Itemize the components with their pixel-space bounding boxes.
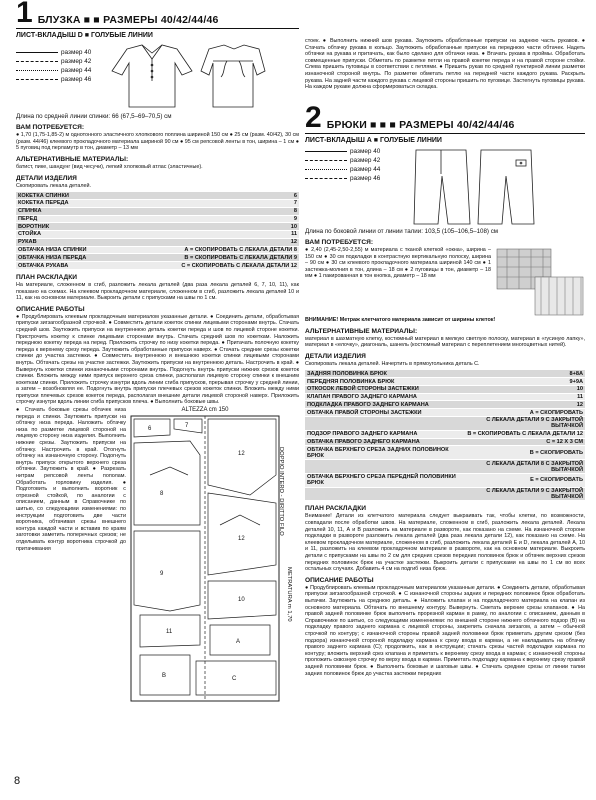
- piece-number: C: [232, 676, 237, 683]
- blouse-work-continued: стоек. ● Выполнить нижний шов рукава. Заутюжить обработанные припуски на заднюю часть рукавов. ● Стачать обтачку рукава в кольцо. Заутюжить обработанные припуски на переднюю части обтачек. Надеть обтачки на рукава и притачать, как было сделано для обтачки низа. ● Втачать рукава в проймы. Обработать совмещенные припуски. Обметать по разметке петли на правой кокетке переда и на правой стороне стойки. Слева пришить пуговицы в соответствии с петлями. ● Пришить рукав по средней пунктирной линии разметки изнаночной стороной внутрь. По разметке обметать петлю на передней части каждого рукава. Раскрыть рукава. На задней части каждого рукава с лицевой стороны пришить по пуговице. Застегнуть пуговицы рукава. На каждом рукаве должна сформироваться складка.: [305, 38, 585, 91]
- piece-name: [305, 417, 461, 431]
- piece-number: 11: [166, 629, 173, 636]
- piece-row: [16, 223, 299, 231]
- blouse-header: [16, 0, 299, 29]
- size-legend-row: [305, 166, 380, 173]
- blouse-section: [16, 0, 299, 702]
- trousers-column: [305, 0, 585, 677]
- size-legend-row: [305, 157, 380, 164]
- size-line-dash-dot: [16, 79, 58, 80]
- size-label: размер 46: [350, 174, 381, 182]
- piece-code: В = СКОПИРОВАТЬ: [461, 446, 585, 460]
- trousers-work-text: ● Продублировать клеевым прокладочным материалом указанные детали. ● Соединить детали, обработывая припуски зигзагообразной строчкой. ● С изнаночной стороны задних и передних половинок брюк обработать вытачки. Заутюжить на среднюю деталь. ● Наложить клапан и на подкладочного материала на клапан из основного материала. Обтачать по внешнему контуру. Вывернуть. Сметать верхние срезы клапанов. ● На правой задней половинке брюк выполнить прорезной карман в рамку, по аналогии с описанием, данным в Справочнике по шитью, со следующими изменениями: по внешней стороне нижнего обтачного подзор (В) на подкладку правого заднего кармана с лицевой стороны, закрепить сначала зигзагом, а затем – обычной строчкой по контуру; с изнаночной стороны правой задней половинки брюк приметать другим срезом (без подзора) изнаночной стороной подкладку кармана к срезу входа в карман, а не накладывать на обтачку правого заднего кармана (С); продолжить, как в инструкции; стачать срезы частей подкладки кармана по контуру; вложить верхний срез клапана и приметать к верхнему срезу входа в карман; с изнаночной стороны проложить сквозную строчку по верху входа в карман. Приметать подкладку кармана к верхнему срезу правой задней половинки брюк. ● Выполнить боковые и шаговые швы. ● Стачать средние срезы от линии талии задних половинок брюк до участка застежки передних: [305, 584, 585, 677]
- size-label: размер 42: [61, 58, 92, 65]
- size-line-dotted: [16, 70, 58, 71]
- piece-row: [16, 254, 299, 262]
- piece-row: [16, 262, 299, 270]
- piece-number: 8: [160, 491, 164, 498]
- piece-code: С ЛЕКАЛА ДЕТАЛИ 8 С ЗАКРЫТОЙ ВЫТАЧКОЙ: [461, 460, 585, 474]
- blouse-alt-text: батист, пике, шандунг (вид чесучи), легкий хлопковый атлас (эластичные).: [16, 163, 203, 170]
- piece-code: 10: [123, 223, 299, 231]
- fold-label: DOPPIO INTERO - DIRITTO FILO: [278, 447, 284, 536]
- piece-row: [305, 446, 585, 460]
- size-line-dash-dot: [305, 178, 347, 179]
- piece-name: ОБТАЧКА ПРАВОГО ЗАДНЕГО КАРМАНА: [305, 438, 461, 446]
- size-legend-row: [16, 49, 91, 56]
- piece-row: [16, 199, 299, 207]
- trousers-details-title: ДЕТАЛИ ИЗДЕЛИЯ: [305, 352, 366, 360]
- piece-row: [305, 370, 585, 377]
- trousers-number: 2: [305, 100, 322, 134]
- piece-name: КЛАПАН ПРАВОГО ЗАДНЕГО КАРМАНА: [305, 393, 461, 401]
- trousers-sizes-and-sketch: [305, 146, 585, 226]
- piece-code: 8: [123, 207, 299, 215]
- piece-number: 10: [238, 597, 245, 604]
- piece-code: С = 12 Х 3 СМ: [461, 438, 585, 446]
- piece-row: [305, 473, 585, 487]
- piece-number: A: [236, 639, 241, 646]
- piece-name: ПЕРЕДНЯЯ ПОЛОВИНКА БРЮК: [305, 378, 461, 386]
- piece-name: ОБТАЧКА ВЕРХНЕГО СРЕЗА ЗАДНИХ ПОЛОВИНОК БРЮК: [305, 446, 461, 460]
- trousers-sheet: ЛИСТ-ВКЛАДЫШ А ■ ГОЛУБЫЕ ЛИНИИ: [305, 136, 442, 144]
- piece-code: А = СКОПИРОВАТЬ С ЛЕКАЛА ДЕТАЛИ 8: [123, 246, 299, 254]
- cutting-layout-svg: [130, 415, 280, 702]
- size-label: размер 46: [61, 76, 92, 83]
- stripe-lining-swatch: [535, 277, 583, 315]
- size-line-dashed: [305, 160, 347, 161]
- piece-name: [305, 487, 461, 501]
- piece-row: [16, 238, 299, 246]
- piece-row: [305, 430, 585, 438]
- piece-name: ЗАДНЯЯ ПОЛОВИНКА БРЮК: [305, 370, 461, 377]
- piece-row: [305, 438, 585, 446]
- size-label: размер 40: [350, 147, 381, 155]
- trousers-header: [305, 100, 585, 134]
- piece-number: 12: [238, 451, 245, 458]
- piece-name: ОТКОСОК ЛЕВОЙ СТОРОНЫ ЗАСТЕЖКИ: [305, 385, 461, 393]
- size-legend-row: [305, 148, 380, 155]
- piece-number: 12: [238, 536, 245, 543]
- piece-code: 12: [123, 238, 299, 246]
- blouse-alt-title: АЛЬТЕРНАТИВНЫЕ МАТЕРИАЛЫ:: [16, 155, 129, 163]
- piece-row: [305, 401, 585, 409]
- blouse-work-and-diagram: [16, 407, 299, 702]
- piece-row: [305, 417, 585, 431]
- piece-row: [305, 393, 585, 401]
- blouse-details-text: Скопировать лекала деталей.: [16, 182, 91, 189]
- size-line-solid: [305, 151, 347, 152]
- piece-number: 6: [148, 426, 152, 433]
- trousers-technical-sketch: [386, 146, 536, 226]
- piece-row: [16, 207, 299, 215]
- blouse-number: 1: [16, 0, 33, 29]
- piece-row: [305, 460, 585, 474]
- piece-name: ОБТАЧКА НИЗА ПЕРЕДА: [16, 254, 123, 262]
- piece-row: [16, 192, 299, 199]
- piece-code: С = СКОПИРОВАТЬ С ЛЕКАЛА ДЕТАЛИ 12: [123, 262, 299, 270]
- size-line-dotted: [305, 169, 347, 170]
- piece-code: С ЛЕКАЛА ДЕТАЛИ 9 С ЗАКРЫТОЙ ВЫТАЧКОЙ: [461, 487, 585, 501]
- blouse-need-title: ВАМ ПОТРЕБУЕТСЯ:: [16, 124, 85, 132]
- size-line-dashed: [16, 61, 58, 62]
- piece-name: [305, 460, 461, 474]
- blouse-pieces-table: [16, 192, 299, 270]
- piece-row: [305, 487, 585, 501]
- trousers-need-text: ● 2,40 (2,45-2,50-2,55) м материала с тканой клеткой «окна», ширина – 150 см ● 30 см подкладки в контрастную вертикальную полоску, ширина – 90 см ● 30 см клеевого прокладочного материала шириной 140 см ● 1 застежка-молния в тон, длина – 18 см ● 2 пуговицы в тон, диаметр – 18 мм ● 1 пакированная в тон кнопка, диаметр – 18 мм: [305, 246, 491, 280]
- trousers-size-legend: [305, 148, 380, 182]
- blouse-sizes-and-sketch: [16, 41, 299, 111]
- blouse-work-text-1: ● Продублировать клеевым прокладочным материалом указанные детали. ● Соединить детали, обработывая припуски зигзагообразной строчкой. ● Совместить детали кокеток спинки лицевыми сторонами внутрь. Стачать средний шов. Заутюжить припуски на внутреннюю деталь кокетки переда и шов по лицевой стороне кокетки. Пристрочить кокетку к спинке лицевыми сторонами внутрь. Стачать средний шов по кокеткам. Наложить переднюю кокетку переда на перед. Приложить строчку по низу кокетки переда. ● Притачать полочную кокетку переда к верхнему срезу переда. Заутюжить обработанные припуски наверх. ● Стачать средние срезы кокетки спинки до участка застежки. ● Совместить внутреннюю и внешнюю кокетки спинки лицевыми сторонами внутрь. Обтачать срезы на участке застежки. Заутюжить припуски на внутреннюю деталь. Настрочить в край. ● Вывернуть кокетки спинки изнаночными сторонами внутрь. Подогнуть внутрь припуски нижних срезов кокеток спинки. Вложить между ними припуск верхнего среза спинки, располагая лицевую сторону спинки к внешним кокеткам спинки. Приложить строчку изнутри вдоль линии сгиба припусков, прерывая строчку у средней линии, а затем – возобновляя ее. Подогнуть внутрь припуски плечевых срезов кокеток спинки. Вложить между ними припуски плечевых срезов кокеток переда, располагая внешние детали лицевой стороной наверх. Приложить строчку изнутри вдоль линии сгиба припусков плеча. ● Выполнить боковые швы.: [16, 313, 299, 406]
- piece-name: СТОЙКА: [16, 231, 123, 239]
- piece-name: ОБТАЧКА ПРАВОЙ СТОРОНЫ ЗАСТЕЖКИ: [305, 409, 461, 417]
- piece-name: КОКЕТКА ПЕРЕДА: [16, 199, 123, 207]
- piece-code: Е = СКОПИРОВАТЬ: [461, 473, 585, 487]
- piece-code: А = СКОПИРОВАТЬ: [461, 409, 585, 417]
- trousers-attention: ВНИМАНИЕ! Метраж клетчатого материала зависит от ширины клеток!: [305, 316, 496, 323]
- piece-name: КОКЕТКА СПИНКИ: [16, 192, 123, 199]
- yardage-label: METRATURA m 1,70: [286, 567, 292, 622]
- blouse-length-note: Длина по средней линии спинки: 66 (67,5–69–70,5) см: [16, 113, 172, 120]
- page-number: 8: [14, 775, 21, 787]
- piece-row: [16, 215, 299, 223]
- piece-name: ОБТАЧКА РУКАВА: [16, 262, 123, 270]
- size-label: размер 40: [61, 49, 92, 56]
- size-label: размер 42: [350, 156, 381, 164]
- piece-row: [16, 231, 299, 239]
- blouse-size-legend: [16, 49, 91, 83]
- piece-code: 9: [123, 215, 299, 223]
- blouse-work-title: ОПИСАНИЕ РАБОТЫ: [16, 305, 85, 313]
- trousers-pieces-table: [305, 370, 585, 501]
- cutting-layout-diagram: [130, 407, 298, 702]
- size-legend-row: [16, 58, 91, 65]
- blouse-sheet: ЛИСТ-ВКЛАДЫШ D ■ ГОЛУБЫЕ ЛИНИИ: [16, 32, 153, 39]
- piece-number: 9: [160, 571, 164, 578]
- blouse-technical-sketch: [97, 41, 267, 111]
- fabric-swatches: [495, 247, 585, 317]
- size-line-solid: [16, 52, 58, 53]
- trousers-need-block: [305, 247, 585, 317]
- size-legend-row: [16, 76, 91, 83]
- piece-name: ПОДКЛАДКА ПРАВОГО ЗАДНЕГО КАРМАНА: [305, 401, 461, 409]
- trousers-work-title: ОПИСАНИЕ РАБОТЫ: [305, 576, 374, 584]
- piece-code: В = СКОПИРОВАТЬ С ЛЕКАЛА ДЕТАЛИ 12: [461, 430, 585, 438]
- blouse-need-text: ● 1,70 (1,75-1,85-2) м однотонного эластичного хлопкового поплина шириной 150 см ● 25 см (разм. 40/42), 30 см (разм. 44/46) клеевого прокладочного материала шириной 90 см ● 95 см репсовой ленты в тон, ширина – 1 см ● 5 пуговиц под перламутр в тон, диаметр – 13 мм: [16, 132, 299, 152]
- blouse-layout-title: ПЛАН РАСКЛАДКИ: [16, 273, 78, 281]
- trousers-length-note: Длина по боковой линии от линии талии: 103,5 (105–106,5–108) см: [305, 227, 499, 235]
- piece-code: 7: [123, 199, 299, 207]
- piece-code: 11: [123, 231, 299, 239]
- trousers-title: БРЮКИ ■ ■ ■ РАЗМЕРЫ 40/42/44/46: [326, 118, 515, 131]
- trousers-alt-text: материал в шахматную клетку, костюмный материал в мелкую светлую полоску, материал в «гусиную лапку», материал в «елочку», диагональ, шанель (костюмный материал с переплетением многоцветных нитей).: [305, 335, 585, 349]
- piece-code: 9+9А: [461, 378, 585, 386]
- size-legend-row: [16, 67, 91, 74]
- piece-number: 7: [185, 423, 189, 430]
- blouse-details-title: ДЕТАЛИ ИЗДЕЛИЯ: [16, 174, 77, 182]
- piece-name: ВОРОТНИК: [16, 223, 123, 231]
- piece-name: ПОДЗОР ПРАВОГО ЗАДНЕГО КАРМАНА: [305, 430, 461, 438]
- trousers-layout-text: Внимание! Детали из клетчатого материала следует выкраивать так, чтобы клетки, по возможности, совпадали после обработки швов. На материале, сложенном в сгиб, разложить лекала деталей. Лекала деталей 10, 11, А и В разложить на материале в развороте, как показано на схеме. На изнаночной стороне подкладки в развороте разложить лекала деталей (два раза лекала детали 12), как показано на схеме. На клеевом прокладочном материале, сложенном в сгиб, разложить лекала деталей Е и D, лекала деталей А, 10 и 11, разложить на клеевом прокладочном материале в развороте, как на основном материале. Выкроить детали с припусками на швы по 2 см для средних срезов передних половинок брюк и обтачек верхних срезов передних половинок брюк на участке застежки. Выкроить детали с припусками на швы по 1 см во всех остальных случаях. Добавить 4 см на подгиб низа брюк.: [305, 513, 585, 573]
- piece-row: [305, 385, 585, 393]
- piece-code: 6: [123, 192, 299, 199]
- size-label: размер 44: [350, 165, 381, 173]
- trousers-layout-title: ПЛАН РАСКЛАДКИ: [305, 505, 367, 513]
- piece-name: ОБТАЧКА НИЗА СПИНКИ: [16, 246, 123, 254]
- piece-row: [305, 409, 585, 417]
- piece-row: [16, 246, 299, 254]
- trousers-need-title: ВАМ ПОТРЕБУЕТСЯ:: [305, 238, 374, 246]
- piece-code: 11: [461, 393, 585, 401]
- trousers-alt-title: АЛЬТЕРНАТИВНЫЕ МАТЕРИАЛЫ:: [305, 327, 418, 335]
- piece-name: ОБТАЧКА ВЕРХНЕГО СРЕЗА ПЕРЕДНЕЙ ПОЛОВИНКИ БРЮК: [305, 473, 461, 487]
- piece-code: В = СКОПИРОВАТЬ С ЛЕКАЛА ДЕТАЛИ 9: [123, 254, 299, 262]
- piece-name: РУКАВ: [16, 238, 123, 246]
- piece-code: 8+8А: [461, 370, 585, 377]
- size-label: размер 44: [61, 67, 92, 74]
- fabric-width-label: ALTEZZA cm 150: [181, 407, 229, 414]
- trousers-details-text: Скопировать лекала деталей. Начертить в прямоугольника деталь С.: [305, 360, 480, 367]
- size-legend-row: [305, 175, 380, 182]
- blouse-layout-text: На материале, сложенном в сгиб, разложить лекала деталей (два раза лекала деталей 6, 7, 10, 11), как показано на схемах. На клеевом прокладочном материале, сложенном в сгиб, разложить лекала деталей 10 и 11, как на основном материале. Выкроить детали с припусками на швы по 1 см.: [16, 281, 299, 302]
- piece-name: ПЕРЕД: [16, 215, 123, 223]
- piece-code: С ЛЕКАЛА ДЕТАЛИ 9 С ЗАКРЫТОЙ ВЫТАЧКОЙ: [461, 417, 585, 431]
- piece-code: 10: [461, 385, 585, 393]
- blouse-title: БЛУЗКА ■ ■ РАЗМЕРЫ 40/42/44/46: [37, 14, 219, 26]
- piece-number: B: [162, 673, 167, 680]
- piece-name: СПИНКА: [16, 207, 123, 215]
- blouse-work-text-2: ● Стачать боковые срезы обтачек низа переда и спинки. Заутюжить припуски на обтачку низа переда. Наложить обтачку низа по разметке лицевой стороной на лицевую сторону низа изделия. Выполнить нижние срезы. Заутюжить припуски на обтачку. Настрочить в край. Отогнуть обтачку на изнаночную сторону. Подогнуть внутрь припуск открытого верхнего среза обтачки. Заутюжить в край. ● Разрезать нитрам репсовой ленты пополам. Обработать горловину изделия. ● Подготовить и выполнить воротник с отрезной стойкой, по аналогии с описанием, данным в Справочнике по шитью, со следующими изменениями: по инструкции подготовить две части воротника, обтачивая срезы внешнего контура каждой части и вставив по краям заготовки заметить поперечных срезов; не отделывать контур воротника строчкой до притачивания: [16, 407, 126, 552]
- piece-code: 12: [461, 401, 585, 409]
- piece-row: [305, 378, 585, 386]
